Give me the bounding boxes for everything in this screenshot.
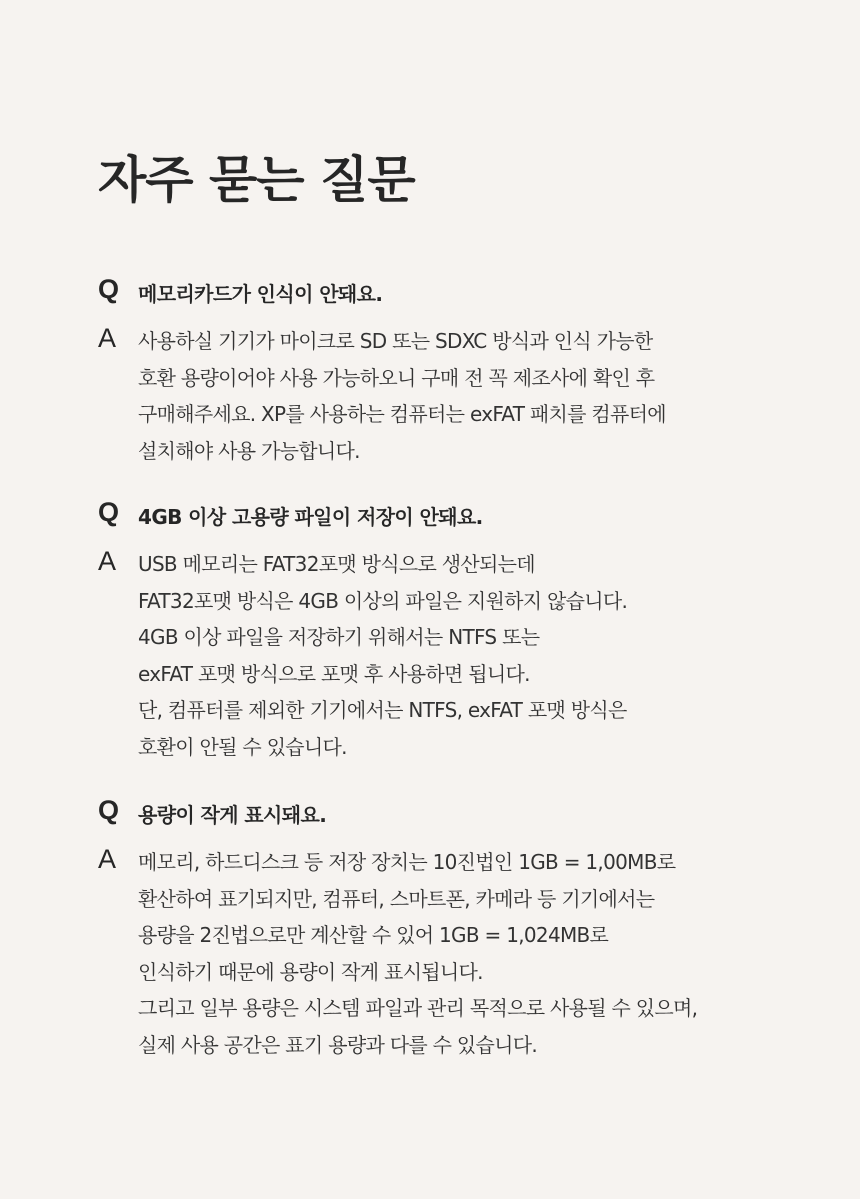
answer-line: 4GB 이상 파일을 저장하기 위해서는 NTFS 또는 [138,625,540,649]
answer-row [98,323,798,469]
question-marker: Q [98,795,120,825]
question-marker: Q [98,497,120,527]
question-row [98,793,798,833]
faq-item-memory-card [98,272,798,469]
answer-row [98,546,798,765]
answer-line: 환산하여 표기되지만, 컴퓨터, 스마트폰, 카메라 등 기기에서는 [138,886,655,911]
question-row [98,272,798,312]
answer-line: 단, 컴퓨터를 제외한 기기에서는 NTFS, exFAT 포맷 방식은 [138,698,627,722]
answer-line: 사용하실 기기가 마이크로 SD 또는 SDXC 방식과 인식 가능한 [138,329,653,353]
answer-line: USB 메모리는 FAT32포맷 방식으로 생산되는데 [138,552,535,576]
answer-line: 메모리, 하드디스크 등 저장 장치는 10진법인 1GB = 1,00MB로 [138,850,676,874]
answer-line: 용량을 2진법으로만 계산할 수 있어 1GB = 1,024MB로 [138,923,609,947]
question-row [98,495,798,535]
faq-item-large-file [98,495,798,765]
page-title: 자주 묻는 질문 [98,151,415,209]
answer-text [138,323,798,469]
question-text: 4GB 이상 고용량 파일이 저장이 안돼요. [138,505,483,529]
answer-line: exFAT 포맷 방식으로 포맷 후 사용하면 됩니다. [138,661,530,686]
answer-line: 구매해주세요. XP를 사용하는 컴퓨터는 exFAT 패치를 컴퓨터에 [138,402,666,426]
answer-line: 실제 사용 공간은 표기 용량과 다를 수 있습니다. [138,1032,538,1057]
answer-line: 그리고 일부 용량은 시스템 파일과 관리 목적으로 사용될 수 있으며, [138,996,698,1020]
answer-marker: A [98,323,117,353]
answer-line: 호환 용량이어야 사용 가능하오니 구매 전 꼭 제조사에 확인 후 [138,365,655,390]
answer-line: FAT32포맷 방식은 4GB 이상의 파일은 지원하지 않습니다. [138,588,628,613]
question-text: 메모리카드가 인식이 안돼요. [138,282,383,306]
question-marker: Q [98,274,120,304]
question-text: 용량이 작게 표시돼요. [138,803,327,827]
answer-marker: A [98,844,117,874]
answer-text [138,844,798,1063]
answer-line: 호환이 안될 수 있습니다. [138,734,347,759]
answer-marker: A [98,546,117,576]
answer-text [138,546,798,765]
answer-line: 인식하기 때문에 용량이 작게 표시됩니다. [138,959,483,984]
answer-row [98,844,798,1063]
faq-item-capacity [98,793,798,1063]
answer-line: 설치해야 사용 가능합니다. [138,438,360,463]
